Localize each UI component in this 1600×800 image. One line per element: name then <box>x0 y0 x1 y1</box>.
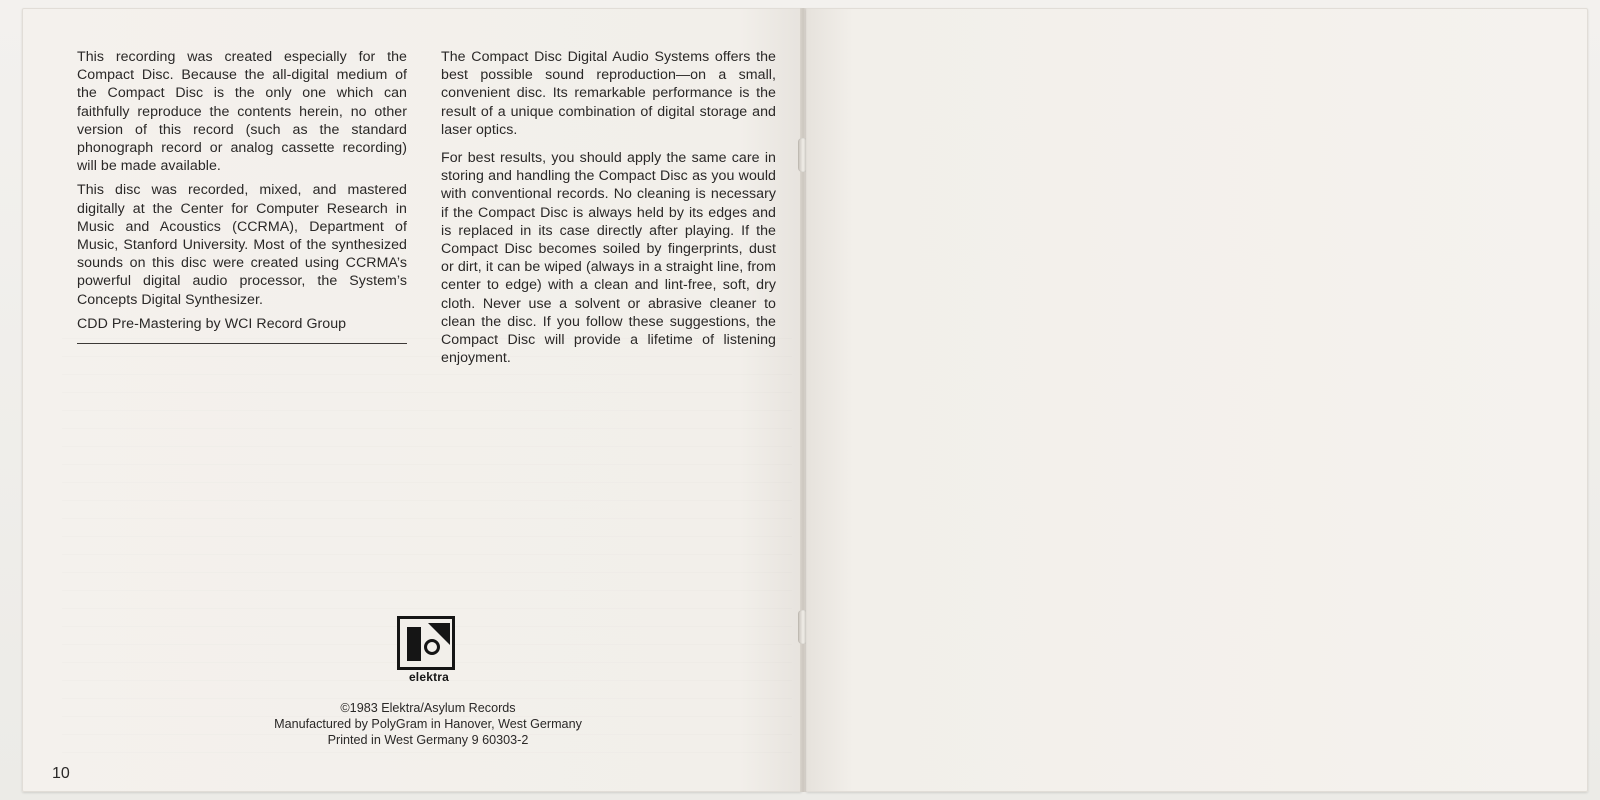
copyright-line: ©1983 Elektra/Asylum Records <box>340 701 516 715</box>
right-page <box>806 8 1588 792</box>
logo-left-block <box>407 627 421 661</box>
elektra-logo-mark <box>397 616 455 670</box>
recording-location-statement: This disc was recorded, mixed, and mastered digitally at the Center for Computer Research in Music and Acoustics (CCRMA), Department of Music, Stanford University. Most of the synthesized sounds on this disc were created using CCRMA’s powerful digital audio processor, the System’s Concepts Digital Synthesizer. <box>77 182 407 308</box>
left-text-column <box>77 48 407 344</box>
left-page <box>22 8 802 792</box>
elektra-logo <box>397 616 459 686</box>
page-number: 10 <box>52 765 70 782</box>
premastering-credit: CDD Pre-Mastering by WCI Record Group <box>77 315 407 344</box>
printing-line: Printed in West Germany 9 60303-2 <box>327 733 529 747</box>
manufacturing-line: Manufactured by PolyGram in Hanover, West Germany <box>274 717 582 731</box>
recording-statement: This recording was created especially for the Compact Disc. Because the all-digital medium of the Compact Disc is the only one which can faithfully reproduce the contents herein, no other version of this record (such as the standard phonograph record or analog cassette recording) will be made available. <box>77 49 407 175</box>
elektra-wordmark: elektra <box>408 670 450 684</box>
copyright-footer <box>253 700 603 748</box>
disc-care-instructions: For best results, you should apply the same care in storing and handling the Compact Disc as you would with conventional records. No cleaning is necessary if the Compact Disc is always held by its edges and is replaced in its case directly after playing. If the Compact Disc becomes soiled by fingerprints, dust or dirt, it can be wiped (always in a straight line, from center to edge) with a clean and lint-free, soft, dry cloth. Never use a solvent or abrasive cleaner to clean the disc. If you follow these suggestions, the Compact Disc will provide a lifetime of listening enjoyment. <box>441 150 776 367</box>
right-text-column <box>441 48 776 377</box>
compact-disc-description: The Compact Disc Digital Audio Systems offers the best possible sound reproduction—on a small, convenient disc. Its remarkable performance is the result of a unique combination of digital storage and laser optics. <box>441 49 776 138</box>
logo-triangle <box>428 623 450 645</box>
